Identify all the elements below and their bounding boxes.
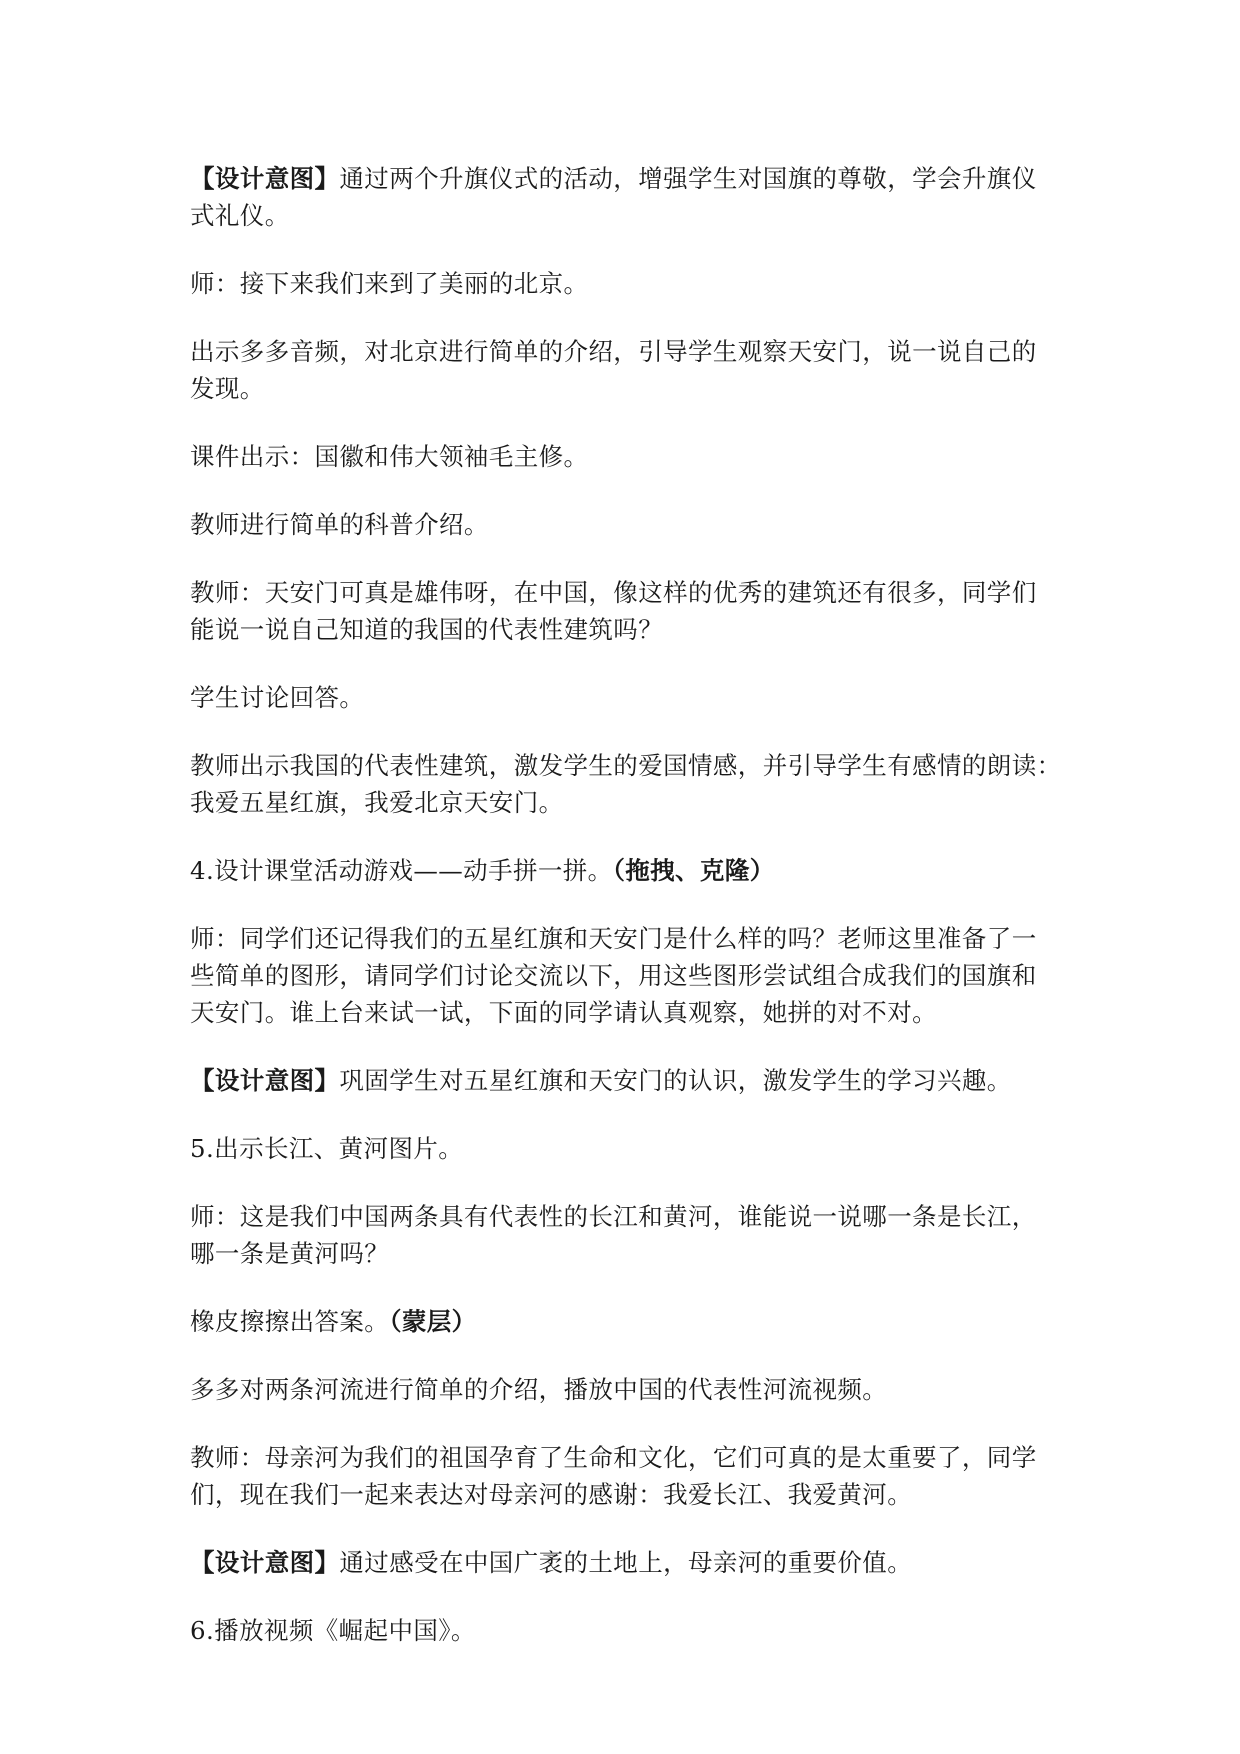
text-line	[190, 1612, 1070, 1649]
text-run: 课件出示：国徽和伟大领袖毛主修。	[190, 442, 589, 471]
text-run: 我爱五星红旗，我爱北京天安门。	[190, 788, 564, 817]
paragraph-duoduo-rivers	[190, 1371, 1070, 1408]
text-run: 些简单的图形，请同学们讨论交流以下，用这些图形尝试组合成我们的国旗和	[190, 961, 1037, 990]
text-line	[190, 920, 1070, 957]
paragraph-teacher-question	[190, 574, 1070, 648]
paragraph-teacher-intro	[190, 506, 1070, 543]
text-run: 巩固学生对五星红旗和天安门的认识，激发学生的学习兴趣。	[339, 1066, 1012, 1095]
paragraph-activity-5	[190, 1130, 1070, 1167]
text-run: 多多对两条河流进行简单的介绍，播放中国的代表性河流视频。	[190, 1375, 888, 1404]
text-run: 师：这是我们中国两条具有代表性的长江和黄河，谁能说一说哪一条是长江，	[190, 1202, 1037, 1231]
text-run: 教师出示我国的代表性建筑，激发学生的爱国情感，并引导学生有感情的朗读：	[190, 751, 1062, 780]
paragraph-eraser-answer	[190, 1303, 1070, 1340]
text-line	[190, 852, 1070, 889]
text-run: 师：同学们还记得我们的五星红旗和天安门是什么样的吗？老师这里准备了一	[190, 924, 1037, 953]
paragraph-activity-4	[190, 852, 1070, 889]
bold-text-run: 【设计意图】	[190, 164, 340, 193]
paragraph-teacher-mother-river	[190, 1439, 1070, 1513]
text-run: 教师：母亲河为我们的祖国孕育了生命和文化，它们可真的是太重要了，同学	[190, 1443, 1037, 1472]
text-run: 学生讨论回答。	[190, 683, 365, 712]
paragraph-teacher-rivers	[190, 1198, 1070, 1272]
text-line	[190, 1130, 1070, 1167]
bold-text-run: 【设计意图】	[190, 1548, 340, 1577]
text-line	[190, 333, 1070, 370]
text-line	[190, 994, 1070, 1031]
text-line	[190, 611, 1070, 648]
text-line	[190, 957, 1070, 994]
bold-text-run: （蒙层）	[389, 1307, 477, 1336]
text-run: 通过感受在中国广袤的土地上，母亲河的重要价值。	[339, 1548, 913, 1577]
text-run: 5.出示长江、黄河图片。	[190, 1134, 464, 1163]
paragraph-teacher-puzzle	[190, 920, 1070, 1031]
text-line	[190, 197, 1070, 234]
text-line	[190, 506, 1070, 543]
paragraph-show-audio	[190, 333, 1070, 407]
text-run: 能说一说自己知道的我国的代表性建筑吗？	[190, 615, 664, 644]
text-run: 哪一条是黄河吗？	[190, 1239, 390, 1268]
text-line	[190, 574, 1070, 611]
text-line	[190, 1544, 1070, 1581]
text-run: 4.设计课堂活动游戏——动手拼一拼。	[190, 856, 613, 885]
text-line	[190, 370, 1070, 407]
text-line	[190, 160, 1070, 197]
paragraph-courseware-show	[190, 438, 1070, 475]
text-line	[190, 1235, 1070, 1272]
text-line	[190, 438, 1070, 475]
text-line	[190, 265, 1070, 302]
text-line	[190, 679, 1070, 716]
text-run: 天安门。谁上台来试一试，下面的同学请认真观察，她拼的对不对。	[190, 998, 937, 1027]
text-run: 们，现在我们一起来表达对母亲河的感谢：我爱长江、我爱黄河。	[190, 1480, 913, 1509]
text-run: 橡皮擦擦出答案。	[190, 1307, 390, 1336]
text-line	[190, 1198, 1070, 1235]
text-run: 教师进行简单的科普介绍。	[190, 510, 489, 539]
text-run: 6.播放视频《崛起中国》。	[190, 1616, 476, 1645]
paragraph-activity-6	[190, 1612, 1070, 1649]
paragraph-design-intent-3	[190, 1544, 1070, 1581]
paragraph-design-intent-1	[190, 160, 1070, 234]
text-line	[190, 1371, 1070, 1408]
paragraph-students-discuss	[190, 679, 1070, 716]
text-run: 教师：天安门可真是雄伟呀，在中国，像这样的优秀的建筑还有很多，同学们	[190, 578, 1037, 607]
text-line	[190, 784, 1070, 821]
paragraph-design-intent-2	[190, 1062, 1070, 1099]
text-run: 通过两个升旗仪式的活动，增强学生对国旗的尊敬，学会升旗仪	[339, 164, 1037, 193]
text-line	[190, 1303, 1070, 1340]
paragraph-teacher-show-buildings	[190, 747, 1070, 821]
text-run: 出示多多音频，对北京进行简单的介绍，引导学生观察天安门，说一说自己的	[190, 337, 1037, 366]
paragraph-teacher-beijing	[190, 265, 1070, 302]
text-line	[190, 1476, 1070, 1513]
text-line	[190, 1062, 1070, 1099]
text-run: 发现。	[190, 374, 265, 403]
text-line	[190, 747, 1070, 784]
text-run: 式礼仪。	[190, 201, 290, 230]
bold-text-run: 【设计意图】	[190, 1066, 340, 1095]
document-page	[190, 160, 1070, 1680]
text-run: 师：接下来我们来到了美丽的北京。	[190, 269, 589, 298]
text-line	[190, 1439, 1070, 1476]
bold-text-run: （拖拽、克隆）	[612, 856, 775, 885]
